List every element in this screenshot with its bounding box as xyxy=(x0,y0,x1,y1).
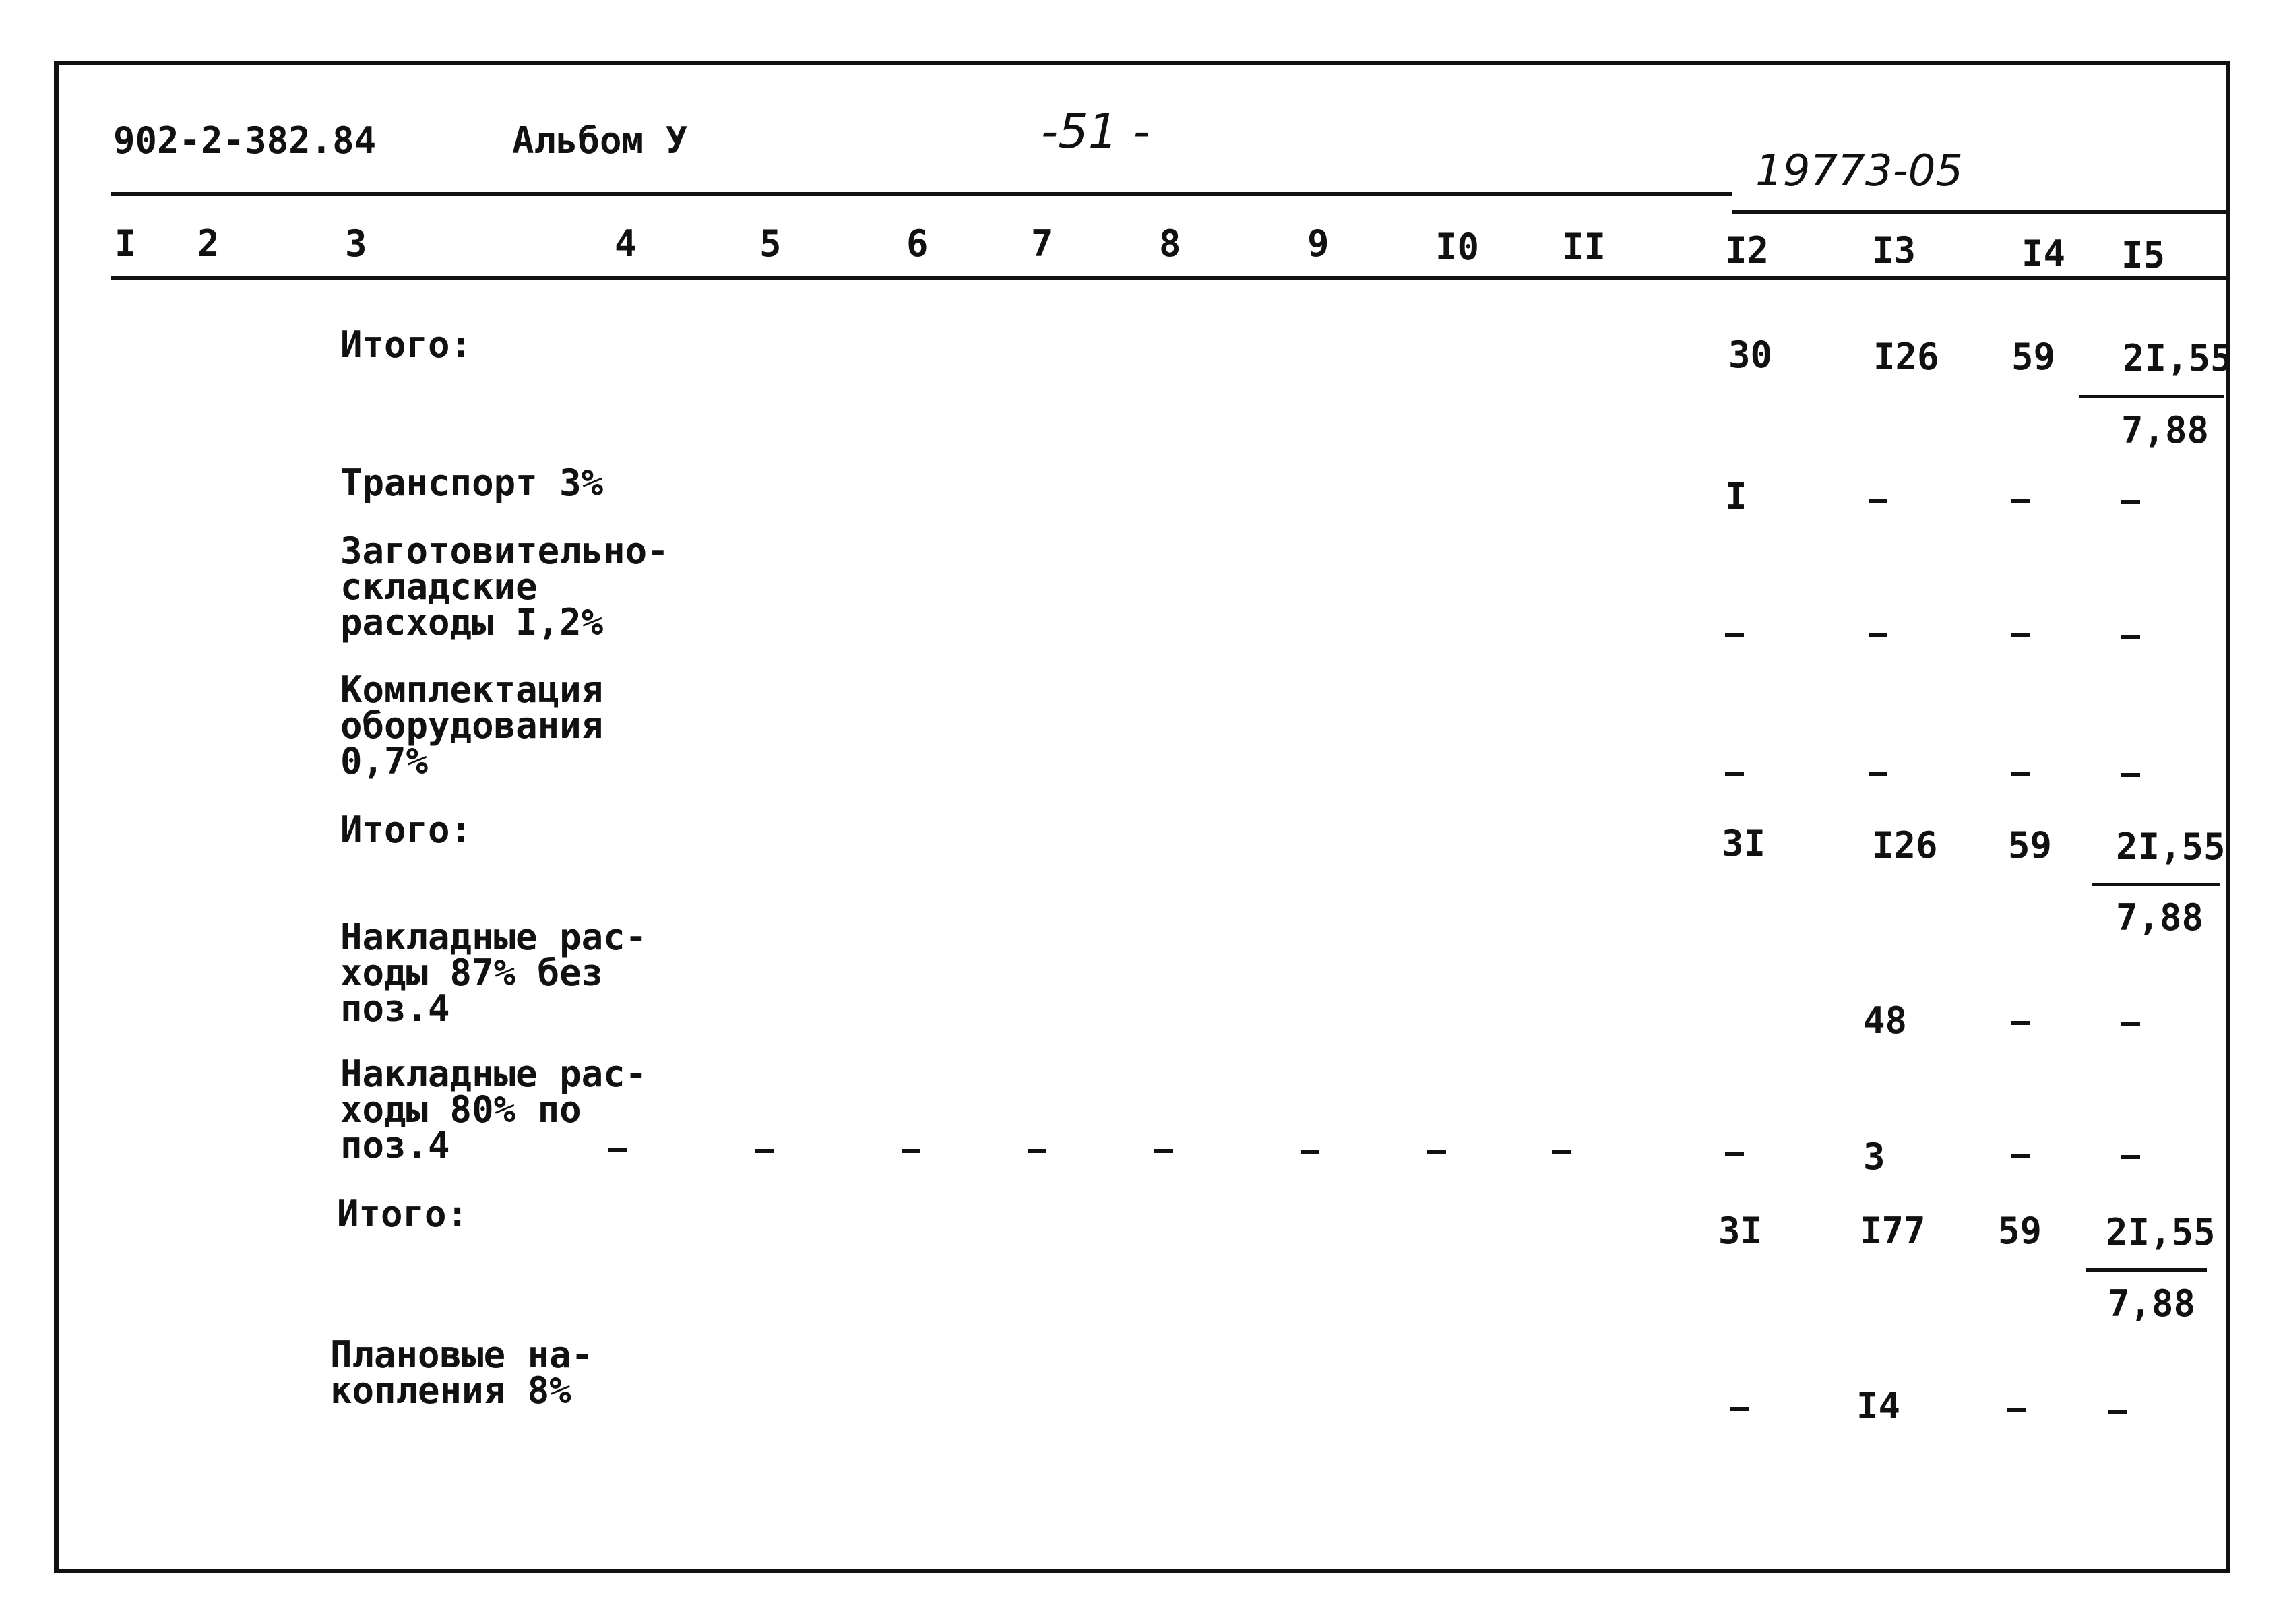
col-header-13: I3 xyxy=(1872,229,1916,272)
row-transport-col12: I xyxy=(1725,475,1747,518)
fraction-bar-1 xyxy=(2079,395,2224,398)
row-overhead-80-col14-dash xyxy=(2011,1154,2030,1158)
col-header-14: I4 xyxy=(2022,232,2066,275)
row-procurement-col14-dash xyxy=(2011,633,2030,637)
row-transport-col13-dash xyxy=(1869,499,1887,503)
row-total-1-col13: I26 xyxy=(1873,336,1939,378)
row-overhead-80-col5-dash xyxy=(755,1149,774,1153)
row-overhead-80-col6-dash xyxy=(902,1149,920,1153)
row-equipment-col12-dash xyxy=(1725,772,1744,776)
row-overhead-80-col15-dash xyxy=(2121,1155,2140,1159)
row-procurement-label-line2: складские xyxy=(340,565,538,608)
row-equipment-label-line2: оборудования xyxy=(340,704,604,747)
row-overhead-87-col14-dash xyxy=(2011,1021,2030,1025)
row-total-1-col12: 30 xyxy=(1728,334,1773,376)
col-header-1: I xyxy=(115,222,137,265)
row-procurement-label-line1: Заготовительно- xyxy=(340,530,669,572)
row-planned-savings-col14-dash xyxy=(2007,1408,2026,1412)
row-overhead-87-label-line1: Накладные рас- xyxy=(340,916,648,958)
row-overhead-80-col8-dash xyxy=(1154,1149,1173,1153)
col-header-5: 5 xyxy=(759,222,782,265)
row-total-2-label: Итого: xyxy=(340,809,472,851)
row-total-2-col15-top: 2I,55 xyxy=(2116,825,2226,868)
col-header-15: I5 xyxy=(2121,234,2166,276)
row-total-1-col15-top: 2I,55 xyxy=(2123,337,2232,379)
column-header-rule xyxy=(111,276,2230,280)
row-overhead-87-label-line3: поз.4 xyxy=(340,987,450,1030)
col-header-2: 2 xyxy=(197,222,220,265)
col-header-7: 7 xyxy=(1031,222,1053,265)
row-transport-label: Транспорт 3% xyxy=(340,462,604,504)
row-total-2-col12: 3I xyxy=(1722,822,1766,865)
row-total-2-col15-bottom: 7,88 xyxy=(2116,896,2204,939)
row-procurement-col12-dash xyxy=(1725,633,1744,637)
col-header-4: 4 xyxy=(615,222,637,265)
col-header-10: I0 xyxy=(1435,226,1480,268)
col-header-9: 9 xyxy=(1307,222,1329,265)
row-total-3-label: Итого: xyxy=(337,1193,469,1235)
row-overhead-80-col4-dash xyxy=(608,1148,627,1152)
row-overhead-80-col10-dash xyxy=(1427,1150,1446,1154)
row-equipment-label-line1: Комплектация xyxy=(340,668,604,711)
row-procurement-col15-dash xyxy=(2121,635,2140,639)
row-equipment-col15-dash xyxy=(2121,773,2140,777)
row-transport-col15-dash xyxy=(2121,500,2140,504)
row-equipment-label-line3: 0,7% xyxy=(340,740,429,782)
row-overhead-80-col12-dash xyxy=(1725,1152,1744,1156)
fraction-bar-3 xyxy=(2086,1268,2207,1272)
col-header-11: II xyxy=(1562,226,1606,268)
row-transport-col14-dash xyxy=(2011,499,2030,503)
row-total-3-col13: I77 xyxy=(1860,1210,1926,1252)
row-total-1-col14: 59 xyxy=(2011,336,2056,378)
row-planned-savings-col12-dash xyxy=(1730,1407,1749,1411)
row-overhead-80-col7-dash xyxy=(1028,1149,1046,1153)
row-overhead-80-col13: 3 xyxy=(1863,1135,1885,1178)
row-total-3-col15-bottom: 7,88 xyxy=(2108,1282,2196,1325)
row-total-2-col14: 59 xyxy=(2008,824,2053,867)
row-total-3-col15-top: 2I,55 xyxy=(2106,1211,2216,1253)
row-overhead-87-col13: 48 xyxy=(1863,999,1908,1042)
row-planned-savings-col13: I4 xyxy=(1856,1385,1901,1427)
sheet-code: 19773-05 xyxy=(1755,146,1964,196)
row-equipment-col13-dash xyxy=(1869,772,1887,776)
row-overhead-80-label-line2: ходы 80% по xyxy=(340,1088,582,1131)
header-rule-right xyxy=(1732,210,2230,214)
fraction-bar-2 xyxy=(2092,883,2220,886)
col-header-8: 8 xyxy=(1159,222,1181,265)
row-total-1-col15-bottom: 7,88 xyxy=(2121,409,2210,451)
header-rule-left xyxy=(111,192,1732,196)
row-total-1-label: Итого: xyxy=(340,323,472,366)
row-planned-savings-label-line1: Плановые на- xyxy=(330,1334,594,1376)
row-overhead-80-label-line1: Накладные рас- xyxy=(340,1053,648,1095)
row-planned-savings-col15-dash xyxy=(2108,1410,2127,1414)
row-procurement-col13-dash xyxy=(1869,633,1887,637)
row-overhead-80-label-line3: поз.4 xyxy=(340,1124,450,1166)
page-number: -51 - xyxy=(1041,104,1150,159)
row-total-3-col12: 3I xyxy=(1718,1210,1763,1252)
col-header-6: 6 xyxy=(906,222,929,265)
col-header-3: 3 xyxy=(345,222,367,265)
col-header-12: I2 xyxy=(1725,229,1770,272)
doc-code: 902-2-382.84 xyxy=(113,119,377,162)
album-label: Альбом У xyxy=(512,119,688,162)
row-overhead-87-col15-dash xyxy=(2121,1022,2140,1026)
row-total-3-col14: 59 xyxy=(1998,1210,2042,1252)
row-overhead-80-col9-dash xyxy=(1301,1150,1319,1154)
row-equipment-col14-dash xyxy=(2011,772,2030,776)
row-procurement-label-line3: расходы I,2% xyxy=(340,601,604,644)
row-total-2-col13: I26 xyxy=(1872,824,1938,867)
row-overhead-80-col11-dash xyxy=(1552,1150,1571,1154)
row-planned-savings-label-line2: копления 8% xyxy=(330,1369,571,1412)
row-overhead-87-label-line2: ходы 87% без xyxy=(340,951,604,994)
